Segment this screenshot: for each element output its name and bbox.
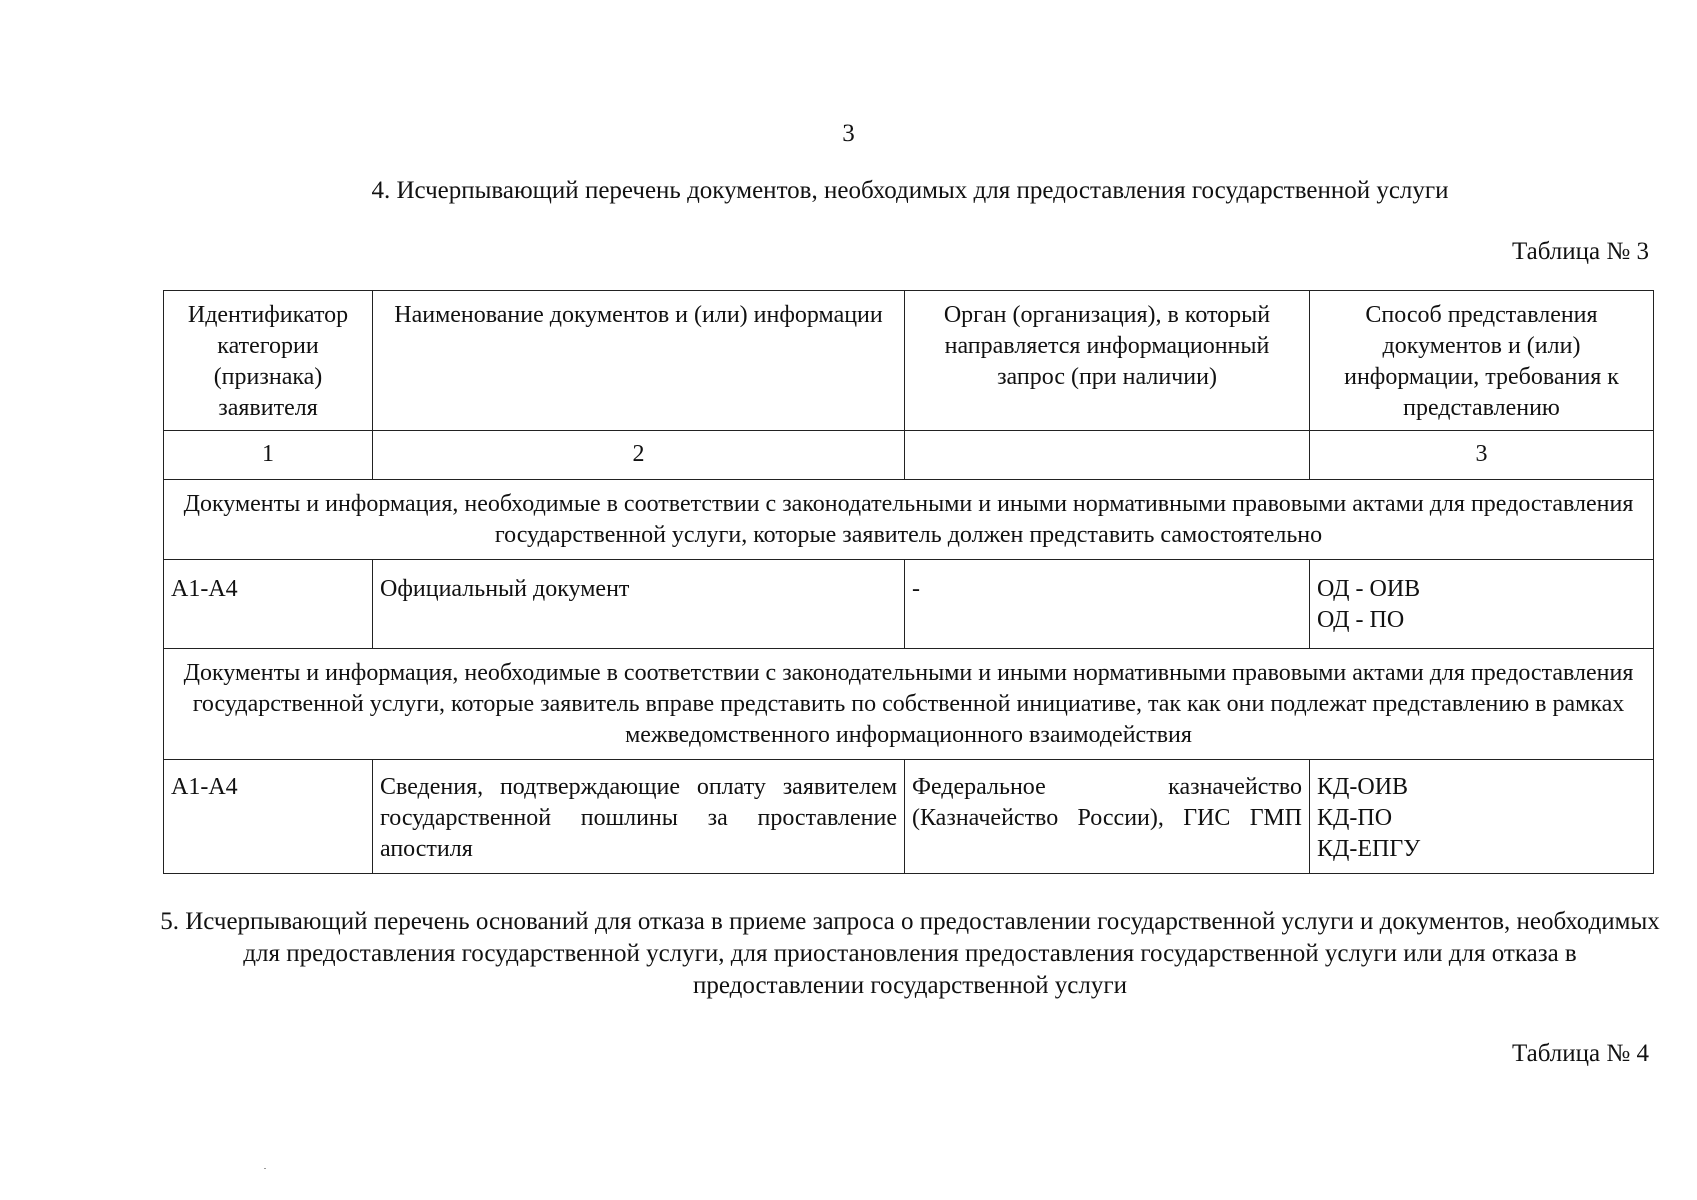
table-row (164, 760, 1654, 874)
row1-method: ОД - ПО (1317, 607, 1405, 633)
table-3-caption: Таблица № 3 (1511, 238, 1649, 265)
row2-methods (1310, 760, 1654, 874)
column-number-empty (905, 431, 1310, 480)
header-row (164, 291, 1654, 431)
header-identifier: Идентификатор категории (признака) заявителя (164, 291, 373, 431)
section-4-title: 4. Исчерпывающий перечень документов, необходимых для предоставления государственной услуги (371, 177, 1449, 204)
header-submission-method: Способ представления документов и (или) информации, требования к представлению (1310, 291, 1654, 431)
section-5-title: 5. Исчерпывающий перечень оснований для отказа в приеме запроса о предоставлении государственной услуги и документов, необходимых для предоставления государственной услуги, для приостановления предоставления государственной услуги или для отказа в предоставлении государственной услуги (160, 908, 1660, 999)
row2-method: КД-ПО (1317, 805, 1393, 831)
group-row-optional (164, 649, 1654, 760)
column-number-3: 3 (1310, 431, 1654, 480)
header-document-name: Наименование документов и (или) информации (373, 291, 905, 431)
row1-identifier: А1-А4 (164, 560, 373, 649)
column-number-1: 1 (164, 431, 373, 480)
row2-organ: Федеральное казначейство (Казначейство России), ГИС ГМП (905, 760, 1310, 874)
row1-methods (1310, 560, 1654, 649)
row2-method: КД-ОИВ (1317, 774, 1409, 800)
documents-table (163, 290, 1654, 874)
row2-document: Сведения, подтверждающие оплату заявителем государственной пошлины за проставление апостиля (373, 760, 905, 874)
group-heading-optional: Документы и информация, необходимые в соответствии с законодательными и иными нормативными правовыми актами для предоставления государственной услуги, которые заявитель вправе представить по собственной инициативе, так как они подлежат представлению в рамках межведомственного информационного взаимодействия (164, 649, 1654, 760)
header-organ: Орган (организация), в который направляется информационный запрос (при наличии) (905, 291, 1310, 431)
column-number-row (164, 431, 1654, 480)
row2-identifier: А1-А4 (164, 760, 373, 874)
row1-organ: - (905, 560, 1310, 649)
table-4-caption: Таблица № 4 (1511, 1040, 1649, 1067)
scan-speck (264, 1168, 266, 1169)
table-row (164, 560, 1654, 649)
group-row-mandatory (164, 480, 1654, 560)
row1-document: Официальный документ (373, 560, 905, 649)
row2-method: КД-ЕПГУ (1317, 836, 1421, 862)
column-number-2: 2 (373, 431, 905, 480)
page-number: 3 (842, 120, 855, 147)
row1-method: ОД - ОИВ (1317, 576, 1421, 602)
group-heading-mandatory: Документы и информация, необходимые в соответствии с законодательными и иными нормативными правовыми актами для предоставления государственной услуги, которые заявитель должен представить самостоятельно (164, 480, 1654, 560)
